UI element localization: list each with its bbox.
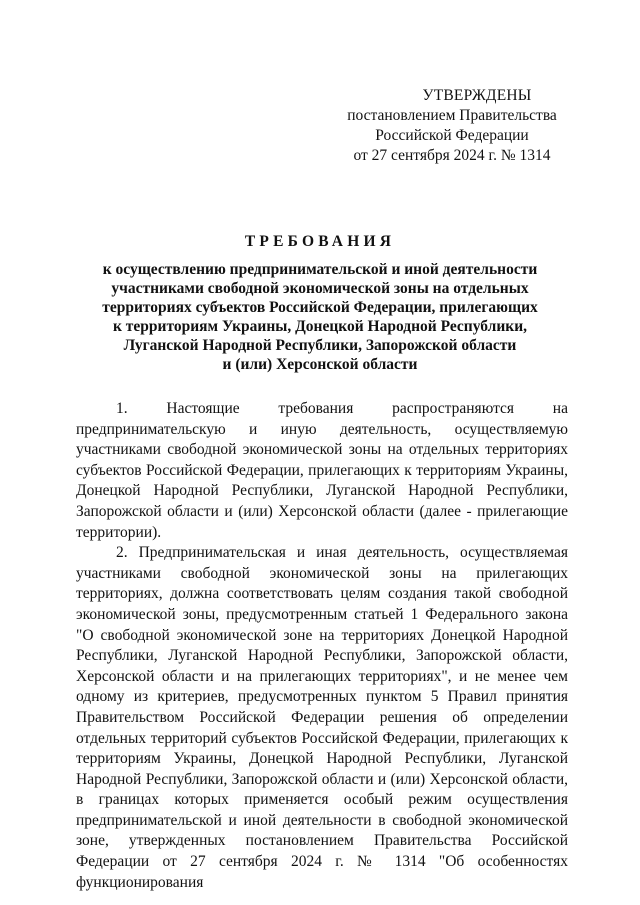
approval-heading: УТВЕРЖДЕНЫ: [422, 87, 532, 104]
approval-line-government: Российской Федерации: [375, 127, 529, 144]
approval-line-resolution: постановлением Правительства: [347, 107, 557, 124]
subtitle-line: к территориям Украины, Донецкой Народной Республики,: [112, 318, 528, 335]
approval-stamp-block: [330, 86, 574, 166]
subtitle-line: к осуществлению предпринимательской и иной деятельности: [102, 261, 538, 278]
paragraph-2: 2. Предпринимательская и иная деятельность, осуществляемая участниками свободной экономической зоны на прилегающих территориях, должна соответствовать целям создания такой свободной экономической зоны, предусмотренным статьей 1 Федерального закона "О свободной экономической зоне на территориях Донецкой Народной Республики, Луганской Народной Республики, Запорожской области, Херсонской области и на прилегающих территориях", и не менее чем одному из критериев, предусмотренных пунктом 5 Правил принятия Правительством Российской Федерации решения об определении отдельных территорий субъектов Российской Федерации, прилегающих к территориям Украины, Донецкой Народной Республики, Луганской Народной Республики, Запорожской области и (или) Херсонской области, в границах которых применяется особый режим осуществления предпринимательской и иной деятельности в свободной экономической зоне, утвержденных постановлением Правительства Российской Федерации от 27 сентября 2024 г. № 1314 "Об особенностях функционирования: [76, 544, 568, 891]
approval-line-date-number: от 27 сентября 2024 г. № 1314: [353, 147, 551, 164]
document-title: ТРЕБОВАНИЯ: [244, 233, 396, 250]
document-body: [76, 399, 568, 893]
subtitle-line: Луганской Народной Республики, Запорожской области: [123, 337, 517, 354]
paragraph-1: 1. Настоящие требования распространяются на предпринимательскую и иную деятельность, осуществляемую участниками свободной экономической зоны на отдельных территориях субъектов Российской Федерации, прилегающих к территориям Украины, Донецкой Народной Республики, Луганской Народной Республики, Запорожской области и (или) Херсонской области (далее - прилегающие территории).: [76, 400, 568, 541]
subtitle-line: территориях субъектов Российской Федерации, прилегающих: [102, 299, 538, 316]
document-subtitle: [90, 260, 550, 374]
subtitle-line: участниками свободной экономической зоны на отдельных: [111, 280, 529, 297]
subtitle-line: и (или) Херсонской области: [222, 356, 418, 373]
